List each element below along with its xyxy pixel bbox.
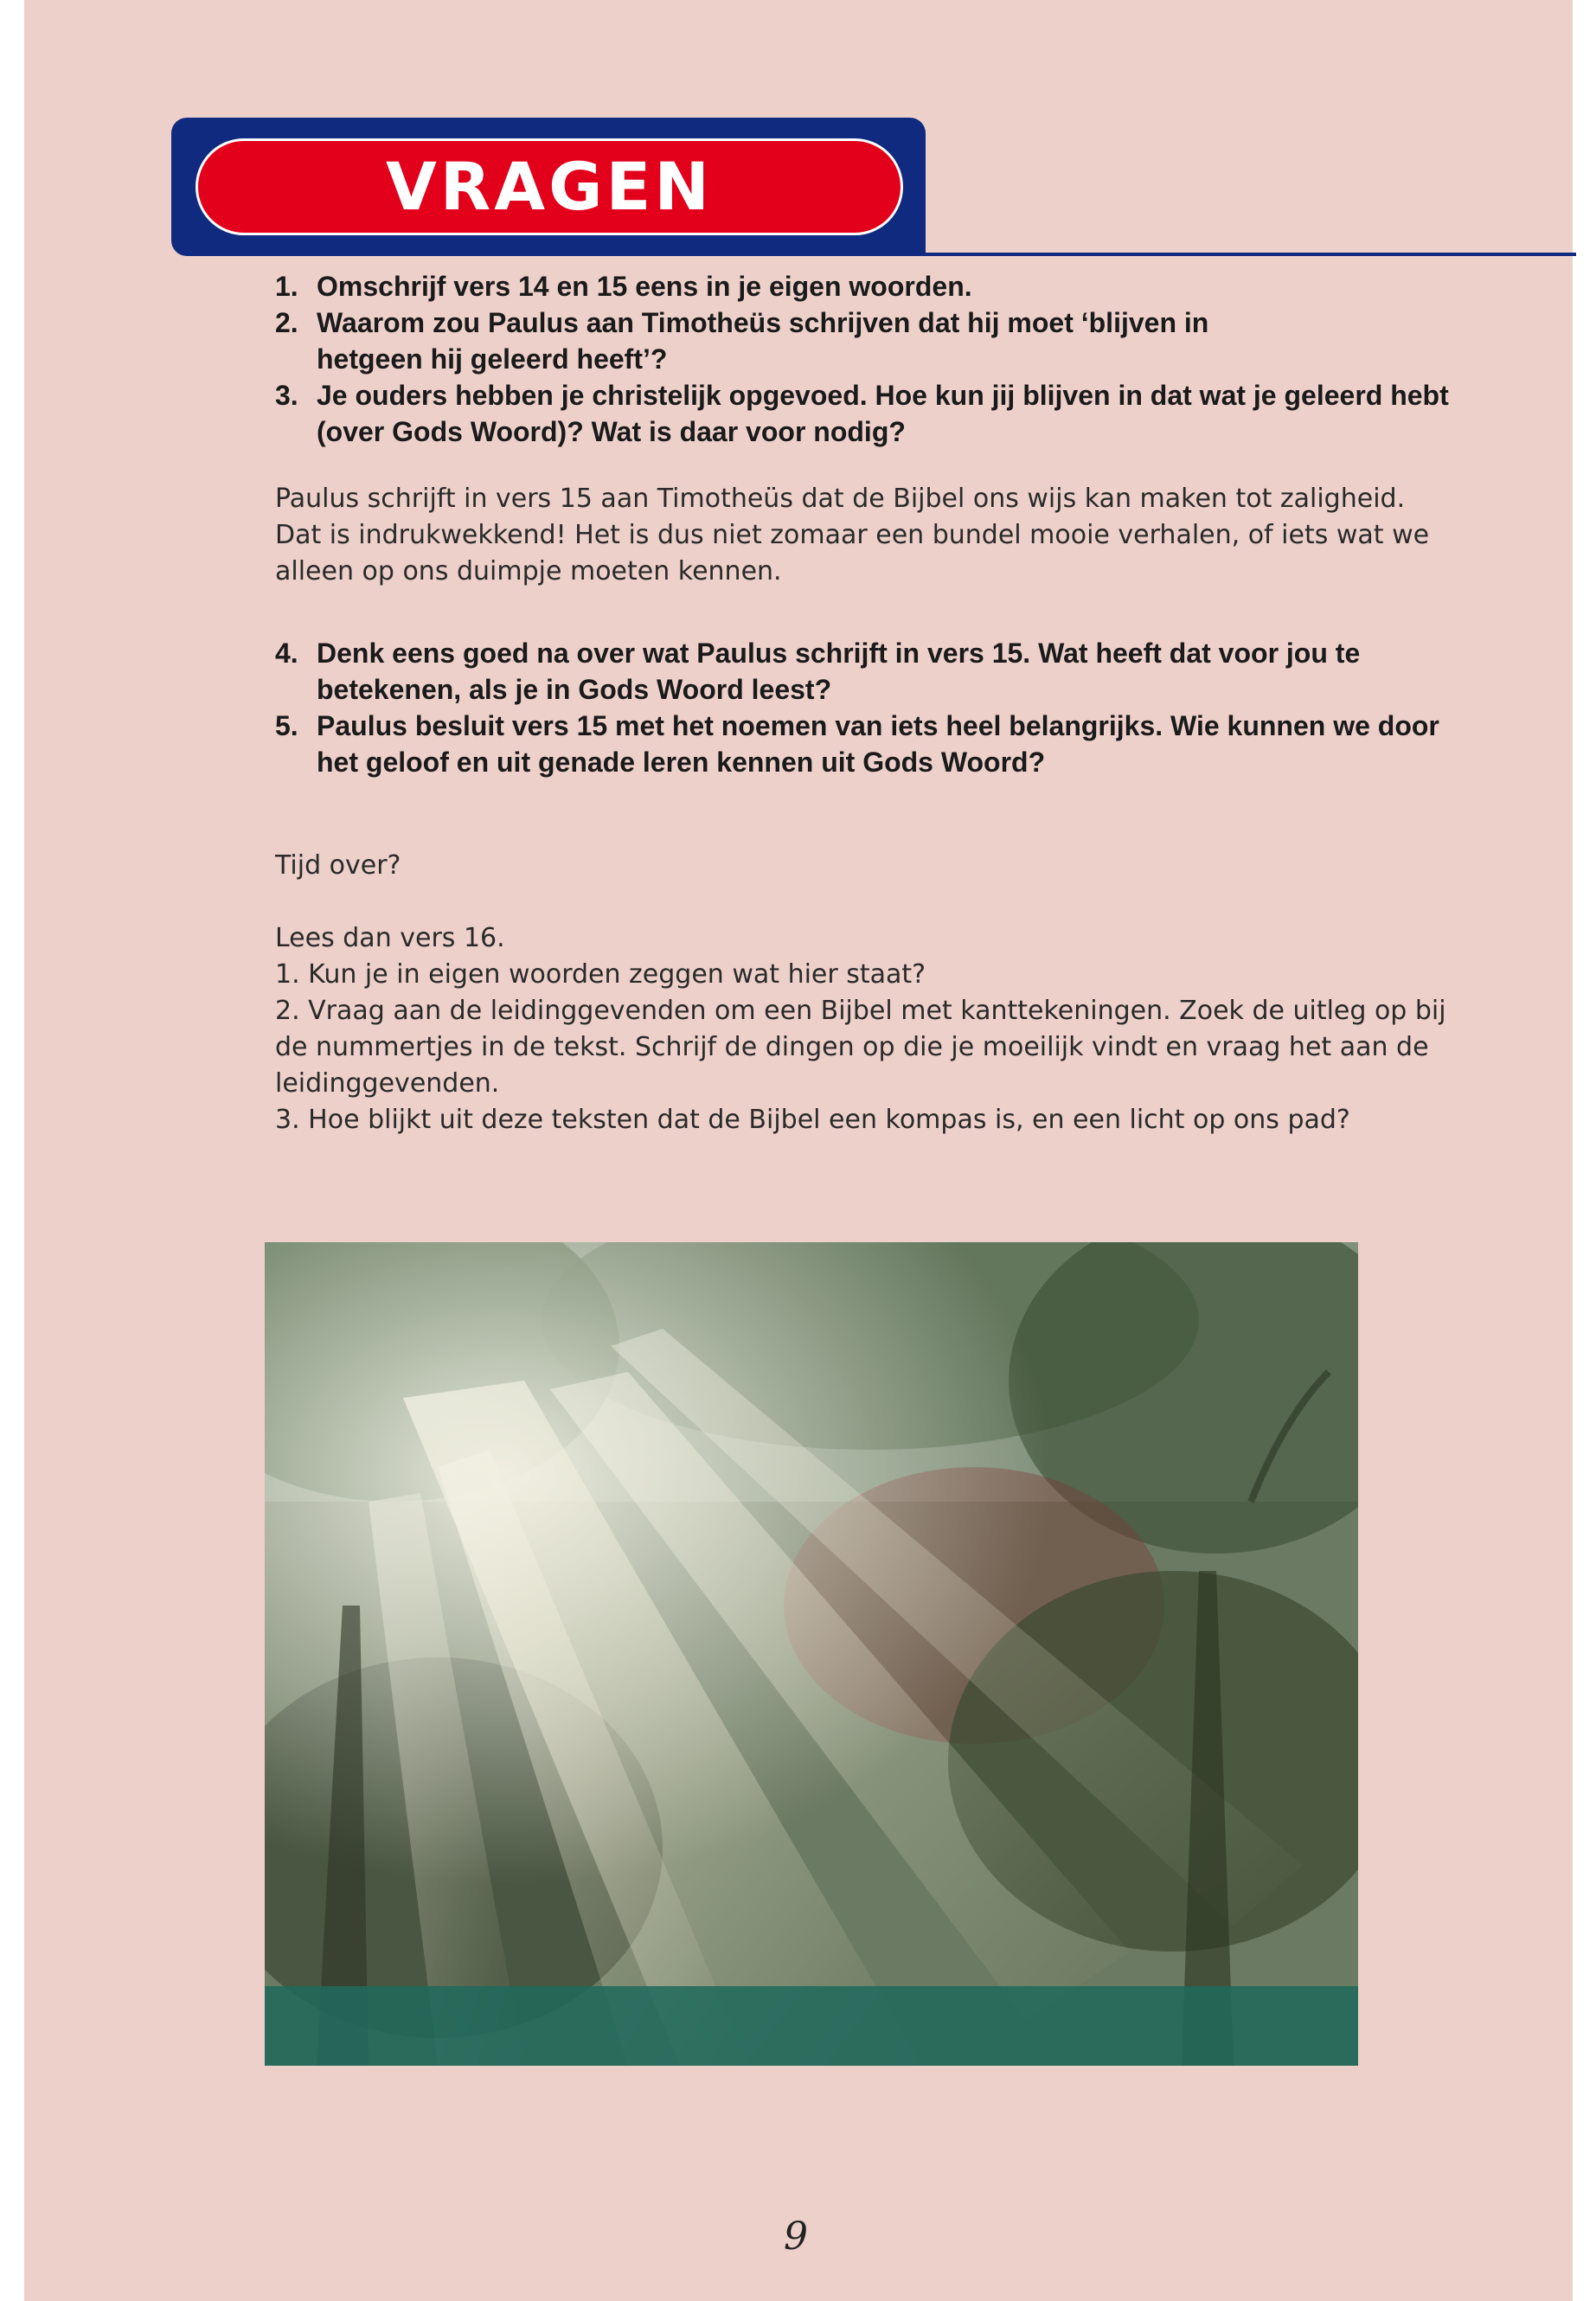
forest-sunbeams-photo	[265, 1242, 1358, 2066]
extra-item: 1. Kun je in eigen woorden zeggen wat hier staat?	[275, 959, 926, 990]
question-item	[275, 268, 1486, 304]
question-number: 2.	[275, 307, 298, 338]
extra-heading: Tijd over?	[275, 850, 401, 881]
question-number: 3.	[275, 380, 298, 411]
extra-intro: Lees dan vers 16.	[275, 923, 505, 953]
intro-paragraph: Paulus schrijft in vers 15 aan Timotheüs dat de Bijbel ons wijs kan maken tot zaligheid. Dat is indrukwekkend! Het is dus niet zomaar een bundel mooie verhalen, of iets wat we alleen op ons duimpje moeten kennen.	[275, 484, 1430, 586]
page-number: 9	[784, 2214, 808, 2259]
extra-item: 2. Vraag aan de leidinggevenden om een Bijbel met kanttekeningen. Zoek de uitleg op bij de nummertjes in de tekst. Schrijf de dingen op die je moeilijk vindt en vraag het aan de leidinggevenden.	[275, 996, 1446, 1099]
question-text: Omschrijf vers 14 en 15 eens in je eigen woorden.	[317, 271, 972, 302]
question-list-a	[275, 268, 1486, 450]
header-rule	[917, 253, 1576, 256]
question-item	[275, 377, 1493, 450]
question-text: Paulus besluit vers 15 met het noemen van iets heel belangrijks. Wie kunnen we door het geloof en uit genade leren kennen uit Gods Woord?	[317, 710, 1439, 778]
question-number: 1.	[275, 271, 298, 302]
extra-item: 3. Hoe blijkt uit deze teksten dat de Bijbel een kompas is, en een licht op ons pad?	[275, 1105, 1350, 1135]
question-text: Denk eens goed na over wat Paulus schrijft in vers 15. Wat heeft dat voor jou te betekenen, als je in Gods Woord leest?	[317, 638, 1361, 705]
question-item	[275, 708, 1484, 780]
question-text: Je ouders hebben je christelijk opgevoed. Hoe kun jij blijven in dat wat je geleerd hebt (over Gods Woord)? Wat is daar voor nodig?	[317, 380, 1449, 447]
question-number: 4.	[275, 638, 298, 669]
question-item	[275, 304, 1311, 377]
page-title: VRAGEN	[385, 148, 714, 225]
question-text: Waarom zou Paulus aan Timotheüs schrijven dat hij moet ‘blijven in hetgeen hij geleerd heeft’?	[317, 307, 1209, 375]
question-list-b	[275, 635, 1486, 780]
extra-section	[275, 848, 1452, 1138]
forest-illustration	[265, 1242, 1358, 2066]
question-item	[275, 635, 1486, 708]
question-number: 5.	[275, 710, 298, 741]
